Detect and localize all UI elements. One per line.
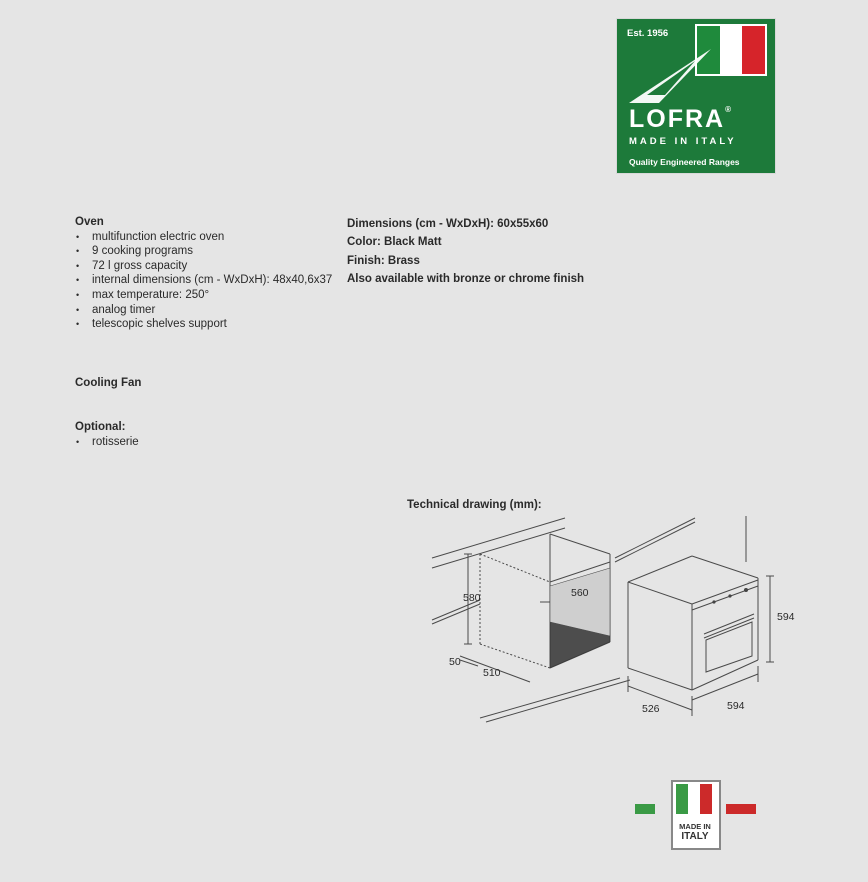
- specs-section: [347, 215, 584, 289]
- optional-heading: Optional:: [75, 421, 126, 433]
- list-item: • max temperature: 250°: [75, 288, 332, 303]
- list-item: • telescopic shelves support: [75, 317, 332, 332]
- list-item: • 72 l gross capacity: [75, 259, 332, 274]
- dim-niche-width: 560: [571, 587, 589, 599]
- list-item: • rotisserie: [75, 435, 139, 450]
- red-stripe: [726, 804, 756, 814]
- badge-line1: MADE IN: [679, 822, 711, 831]
- dim-oven-depth: 526: [642, 703, 660, 715]
- logo-slogan: Quality Engineered Ranges: [629, 157, 740, 167]
- drawing-title: Technical drawing (mm):: [407, 499, 542, 511]
- optional-section: [75, 420, 139, 449]
- technical-drawing: [420, 510, 820, 730]
- dim-niche-depth: 510: [483, 667, 501, 679]
- badge-line2: ITALY: [681, 831, 709, 842]
- cooling-fan-label: Cooling Fan: [75, 377, 142, 389]
- spec-availability: Also available with bronze or chrome finish: [347, 273, 585, 286]
- logo-brand: LOFRA®: [629, 105, 734, 133]
- optional-list: [75, 435, 139, 450]
- dim-niche-gap: 50: [449, 656, 461, 668]
- oven-section: [75, 215, 332, 332]
- logo-tagline: MADE IN ITALY: [629, 136, 737, 147]
- spec-color: Color: Black Matt: [347, 236, 442, 249]
- lofra-logo: [616, 18, 776, 174]
- oven-feature-list: [75, 230, 332, 332]
- spec-finish: Finish: Brass: [347, 254, 420, 267]
- dim-niche-height: 580: [463, 592, 481, 604]
- spec-dimensions: Dimensions (cm - WxDxH): 60x55x60: [347, 218, 549, 230]
- list-item: • analog timer: [75, 303, 332, 318]
- made-in-italy-badge: [633, 770, 757, 850]
- logo-swoosh-icon: [625, 47, 715, 105]
- dim-oven-height: 594: [777, 611, 795, 623]
- logo-established: Est. 1956: [627, 28, 669, 39]
- green-stripe: [635, 804, 655, 814]
- list-item: • multifunction electric oven: [75, 230, 332, 245]
- dim-oven-width: 594: [727, 700, 745, 712]
- list-item: • internal dimensions (cm - WxDxH): 48x40,6x37: [75, 273, 332, 288]
- list-item: • 9 cooking programs: [75, 244, 332, 259]
- italy-map-icon: [676, 784, 712, 814]
- oven-heading: Oven: [75, 216, 104, 228]
